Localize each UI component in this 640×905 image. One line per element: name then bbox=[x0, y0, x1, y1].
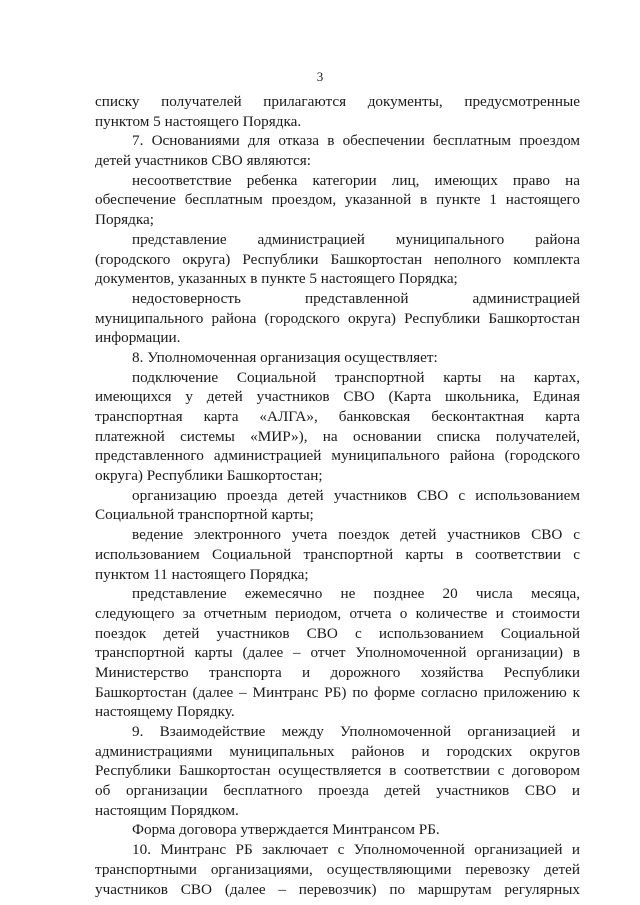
text-line: Министерство транспорта и дорожного хозяйства Республики bbox=[95, 663, 580, 681]
text-line: недостоверность представленной администрацией bbox=[132, 289, 580, 307]
text-line: 8. Уполномоченная организация осуществляет: bbox=[132, 348, 438, 366]
text-line: информации. bbox=[95, 329, 181, 347]
text-line: поездок детей участников СВО с использованием Социальной bbox=[95, 624, 580, 642]
text-line: использованием Социальной транспортной карты в соответствии с bbox=[95, 545, 580, 563]
text-line: представление ежемесячно не позднее 20 числа месяца, bbox=[132, 585, 580, 603]
text-line: транспортная карта «АЛГА», банковская бесконтактная карта bbox=[95, 408, 580, 425]
text-line: следующего за отчетным периодом, отчета о количестве и стоимости bbox=[95, 604, 580, 622]
text-line: Башкортостан (далее – Минтранс РБ) по форме согласно приложению к bbox=[95, 683, 580, 701]
text-line: муниципального района (городского округа) Республики Башкортостан bbox=[95, 309, 580, 327]
text-line: представленного администрацией муниципального района (городского bbox=[95, 447, 580, 465]
document-body bbox=[95, 92, 580, 899]
text-line: транспортными организациями, осуществляющими перевозку детей bbox=[95, 860, 580, 878]
text-line: администрациями муниципальных районов и городских округов bbox=[95, 742, 580, 760]
text-line: 9. Взаимодействие между Уполномоченной организацией и bbox=[132, 723, 580, 740]
text-line: округа) Республики Башкортостан; bbox=[95, 467, 323, 485]
text-line: Республики Башкортостан осуществляется в соответствии с договором bbox=[95, 762, 580, 780]
text-line: транспортной карты (далее – отчет Уполномоченной организации) в bbox=[95, 644, 580, 662]
text-line: организацию проезда детей участников СВО с использованием bbox=[132, 486, 580, 504]
text-line: пунктом 5 настоящего Порядка. bbox=[95, 112, 302, 130]
text-line: настоящему Порядку. bbox=[95, 703, 235, 721]
text-line: подключение Социальной транспортной карты на картах, bbox=[132, 368, 580, 386]
text-line: детей участников СВО являются: bbox=[95, 152, 312, 170]
text-line: пунктом 11 настоящего Порядка; bbox=[95, 565, 309, 583]
text-line: об организации бесплатного проезда детей участников СВО и bbox=[95, 782, 580, 800]
text-line: ведение электронного учета поездок детей участников СВО с bbox=[132, 526, 580, 544]
text-line: имеющихся у детей участников СВО (Карта школьника, Единая bbox=[95, 388, 580, 406]
text-line: Форма договора утверждается Минтрансом РБ. bbox=[132, 821, 440, 839]
page-number: 3 bbox=[316, 69, 324, 84]
text-line: Социальной транспортной карты; bbox=[95, 506, 314, 524]
text-line: 7. Основаниями для отказа в обеспечении бесплатным проездом bbox=[132, 132, 580, 150]
text-line: настоящим Порядком. bbox=[95, 801, 239, 819]
text-line: представление администрацией муниципального района bbox=[132, 230, 580, 248]
text-line: обеспечение бесплатным проездом, указанной в пункте 1 настоящего bbox=[95, 191, 580, 209]
text-line: платежной системы «МИР»), на основании списка получателей, bbox=[95, 427, 580, 445]
text-line: 10. Минтранс РБ заключает с Уполномоченной организацией и bbox=[132, 841, 580, 859]
text-line: (городского округа) Республики Башкортостан неполного комплекта bbox=[95, 250, 580, 268]
text-line: списку получателей прилагаются документы, предусмотренные bbox=[95, 93, 580, 110]
text-line: документов, указанных в пункте 5 настоящего Порядка; bbox=[95, 270, 458, 288]
text-line: участников СВО (далее – перевозчик) по маршрутам регулярных bbox=[95, 880, 580, 898]
text-line: несоответствие ребенка категории лиц, имеющих право на bbox=[132, 171, 580, 189]
text-line: Порядка; bbox=[95, 211, 154, 229]
